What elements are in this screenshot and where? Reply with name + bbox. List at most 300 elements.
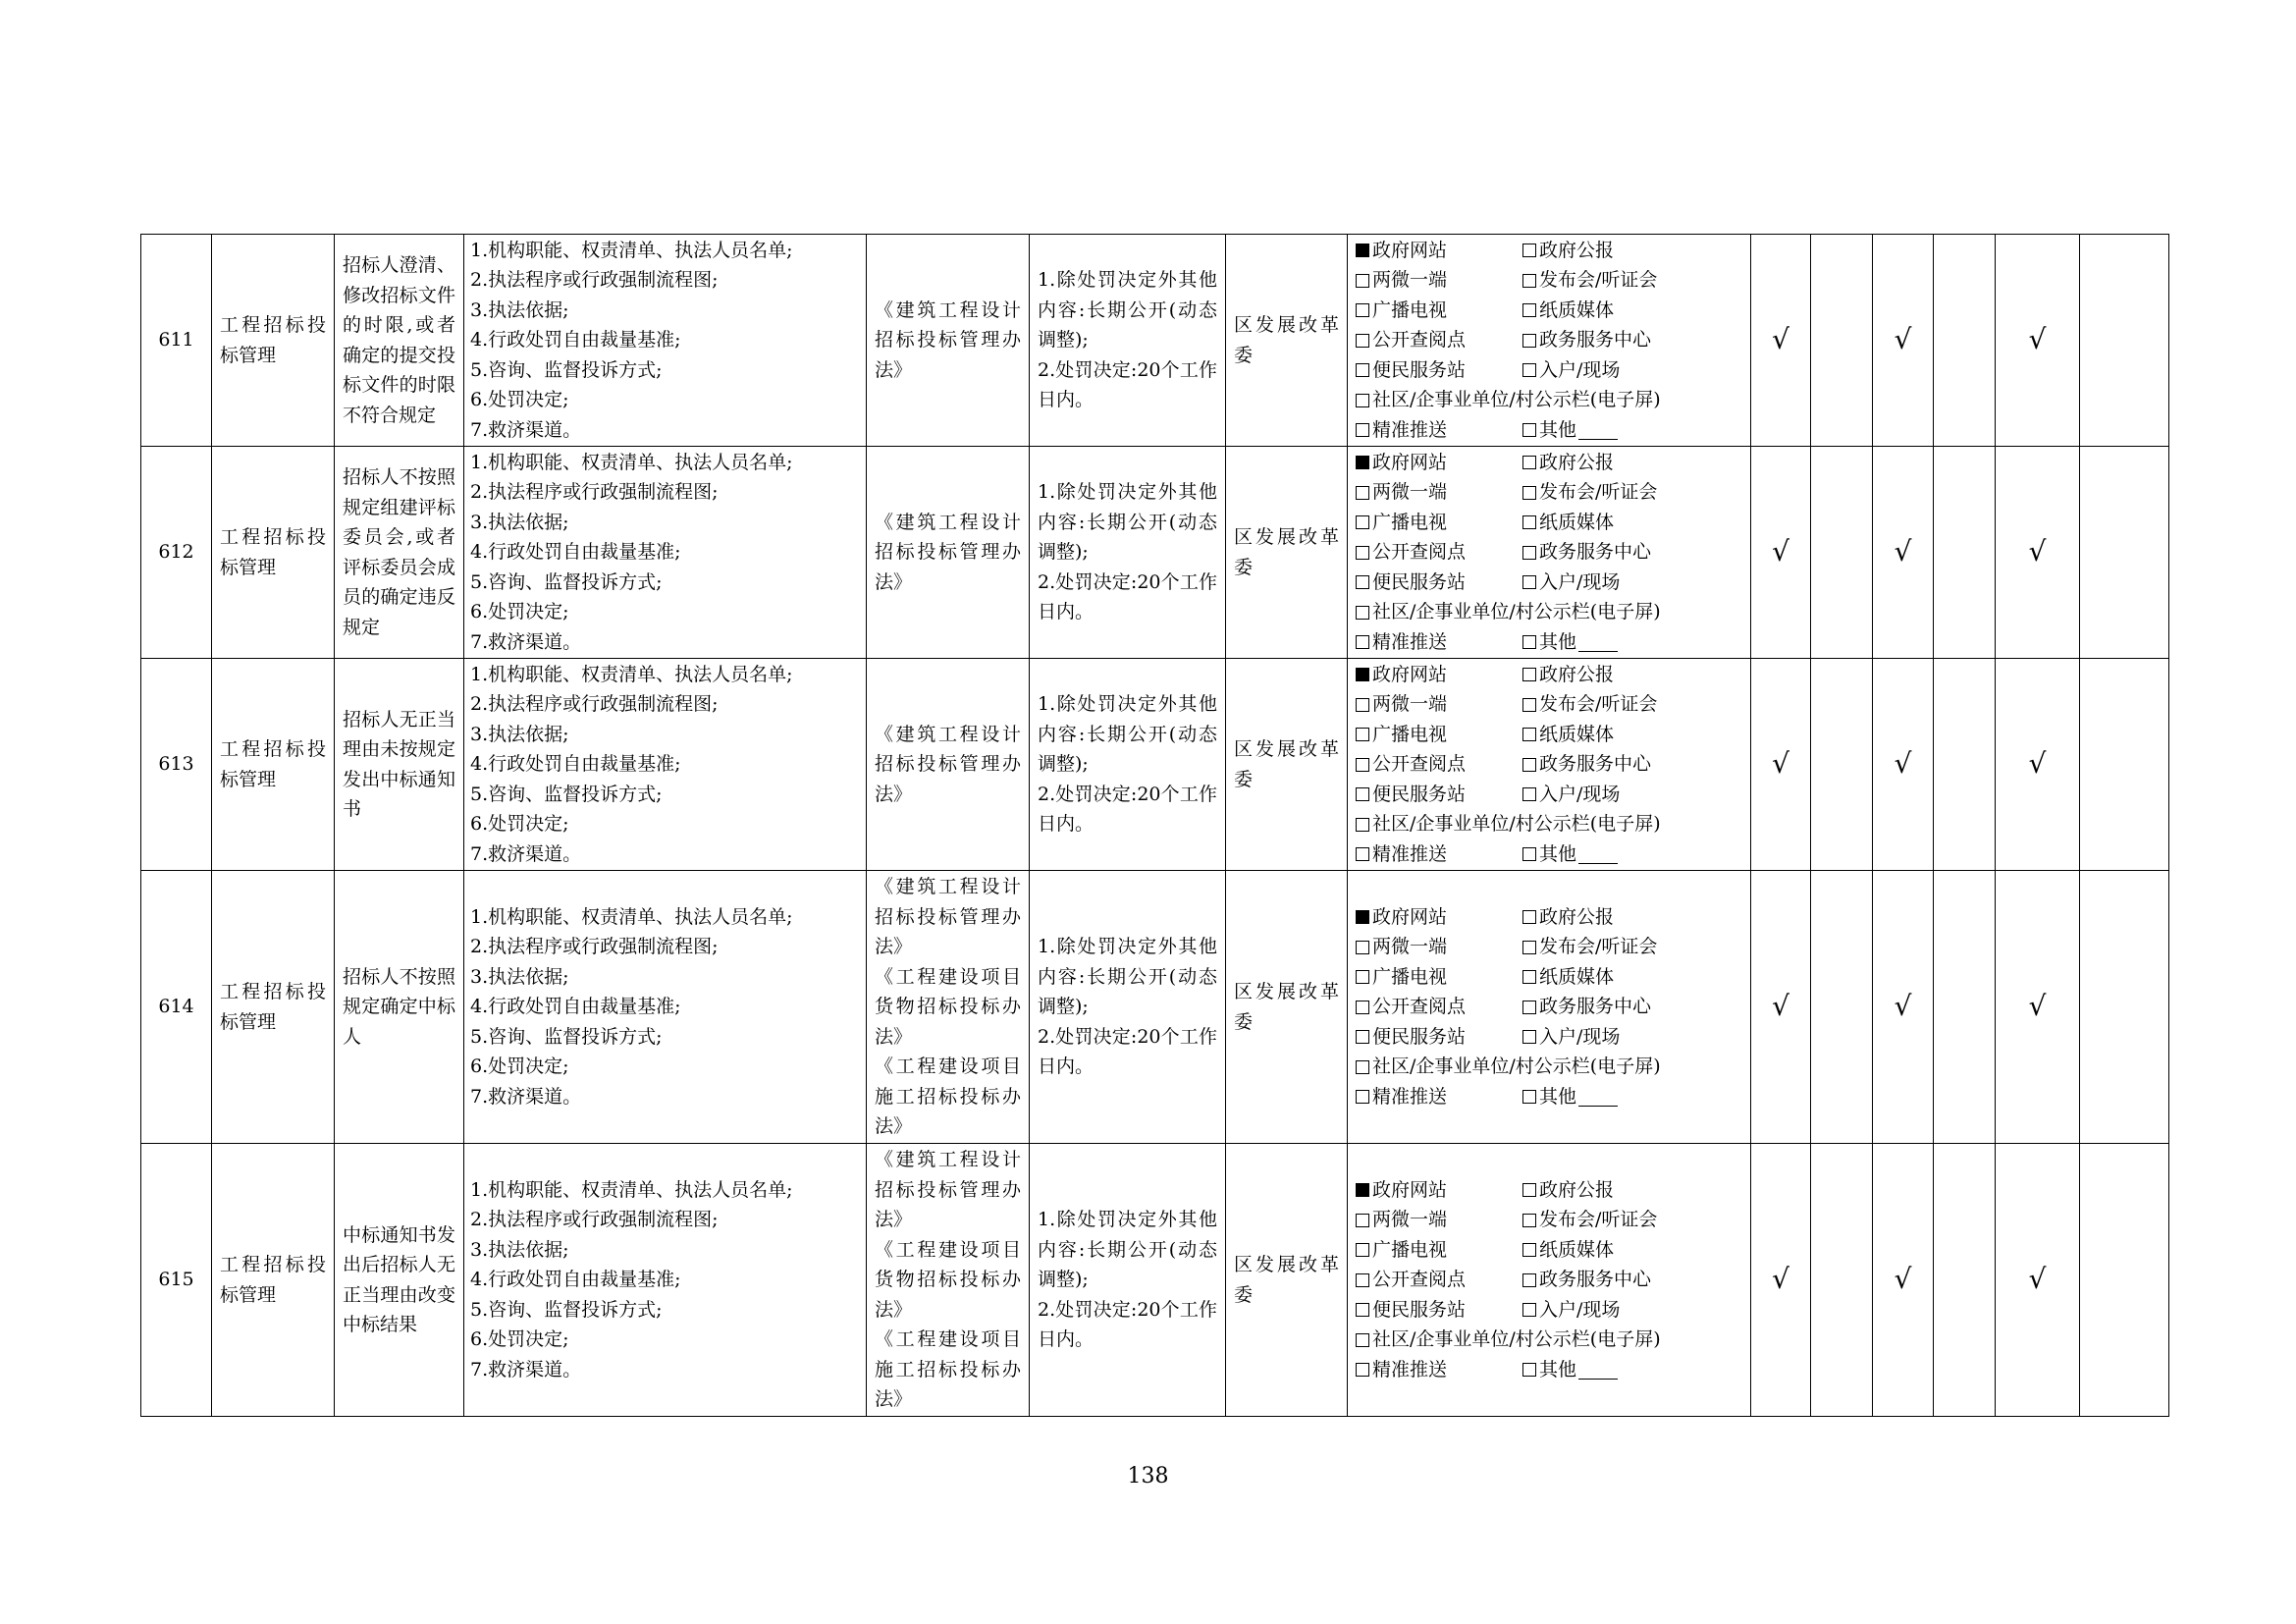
channel-label: 纸质媒体 xyxy=(1539,723,1615,745)
channel-label: 精准推送 xyxy=(1372,1085,1448,1108)
check-mark-cell xyxy=(1811,659,1873,871)
disclosure-item: 3.执法依据; xyxy=(470,298,569,321)
channel-label: 广播电视 xyxy=(1372,723,1448,745)
channel-label: 入户/现场 xyxy=(1539,783,1621,805)
channel-label: 广播电视 xyxy=(1372,511,1448,533)
check-mark-cell xyxy=(2080,659,2169,871)
fill-in-blank xyxy=(1578,1088,1618,1107)
check-mark-cell: √ xyxy=(1996,871,2080,1144)
law-reference: 《工程建设项目货物招标投标办法》 xyxy=(875,1238,1021,1321)
checked-box-icon xyxy=(1356,910,1369,924)
channel-label: 两微一端 xyxy=(1372,936,1448,958)
channel-label: 精准推送 xyxy=(1372,842,1448,865)
disclosure-items-cell xyxy=(464,1144,867,1417)
disclosure-item: 4.行政处罚自由裁量基准; xyxy=(470,753,681,776)
channel-label: 社区/企事业单位/村公示栏(电子屏) xyxy=(1372,813,1661,836)
channel-option xyxy=(1356,1325,1750,1355)
channel-label: 公开查阅点 xyxy=(1372,753,1467,776)
period-line: 1.除处罚决定外其他内容:长期公开(动态调整); xyxy=(1038,481,1217,564)
checkbox-icon xyxy=(1356,941,1369,954)
channel-label: 精准推送 xyxy=(1372,630,1448,653)
check-mark-cell: √ xyxy=(1751,235,1811,447)
disclosure-item: 1.机构职能、权责清单、执法人员名单; xyxy=(470,239,793,261)
check-mark-cell: √ xyxy=(1873,1144,1934,1417)
checked-box-icon xyxy=(1356,244,1369,257)
checkbox-icon xyxy=(1522,423,1536,437)
checkbox-icon xyxy=(1522,303,1536,317)
disclosure-item: 5.咨询、监督投诉方式; xyxy=(470,358,663,381)
check-mark-cell: √ xyxy=(1751,871,1811,1144)
law-reference: 《建筑工程设计招标投标管理办法》 xyxy=(875,876,1021,958)
category-cell: 工程招标投标管理 xyxy=(212,447,335,659)
channel-label: 政府公报 xyxy=(1539,239,1615,261)
channel-label: 其他 xyxy=(1539,1358,1577,1380)
channel-label: 社区/企事业单位/村公示栏(电子屏) xyxy=(1372,1056,1661,1078)
checkbox-icon xyxy=(1522,728,1536,741)
row-number: 615 xyxy=(141,1144,212,1417)
channel-option xyxy=(1356,477,1522,508)
check-mark-cell xyxy=(1934,659,1996,871)
checkbox-icon xyxy=(1522,1273,1536,1287)
channel-label: 纸质媒体 xyxy=(1539,1238,1615,1261)
page-number: 138 xyxy=(1127,1464,1169,1489)
channel-option xyxy=(1522,236,1750,266)
disclosure-item: 7.救济渠道。 xyxy=(470,1358,582,1380)
row-number: 614 xyxy=(141,871,212,1144)
channel-option xyxy=(1356,1082,1522,1112)
channel-label: 便民服务站 xyxy=(1372,570,1467,593)
checkbox-icon xyxy=(1356,1060,1369,1074)
channel-label: 其他 xyxy=(1539,418,1577,441)
disclosure-item: 2.执法程序或行政强制流程图; xyxy=(470,693,719,716)
channel-option xyxy=(1356,1235,1522,1266)
channel-option xyxy=(1356,385,1750,415)
channel-option xyxy=(1522,932,1750,962)
channel-option xyxy=(1356,537,1522,568)
checkbox-icon xyxy=(1356,1030,1369,1044)
check-mark-cell xyxy=(1934,1144,1996,1417)
disclosure-item: 3.执法依据; xyxy=(470,723,569,745)
category-cell: 工程招标投标管理 xyxy=(212,871,335,1144)
matter-cell: 招标人澄清、修改招标文件的时限,或者确定的提交投标文件的时限不符合规定 xyxy=(335,235,464,447)
check-mark-cell xyxy=(2080,447,2169,659)
channel-option xyxy=(1356,809,1750,839)
period-line: 1.除处罚决定外其他内容:长期公开(动态调整); xyxy=(1038,936,1217,1018)
checkbox-icon xyxy=(1522,1214,1536,1227)
checkbox-icon xyxy=(1356,698,1369,712)
channel-option xyxy=(1356,508,1522,538)
table-row xyxy=(141,235,2169,447)
check-mark-cell xyxy=(1811,447,1873,659)
channel-options xyxy=(1348,902,1750,1112)
department-cell: 区发展改革委 xyxy=(1226,871,1348,1144)
channels-cell xyxy=(1348,235,1751,447)
fill-in-blank xyxy=(1578,633,1618,652)
checkbox-icon xyxy=(1522,363,1536,377)
check-mark-cell xyxy=(1811,871,1873,1144)
channel-label: 政府公报 xyxy=(1539,663,1615,685)
checkbox-icon xyxy=(1522,668,1536,681)
checked-box-icon xyxy=(1356,668,1369,681)
checkbox-icon xyxy=(1522,970,1536,984)
checkbox-icon xyxy=(1356,635,1369,649)
matter-cell: 招标人无正当理由未按规定发出中标通知书 xyxy=(335,659,464,871)
channel-options xyxy=(1348,660,1750,870)
checkbox-icon xyxy=(1356,486,1369,500)
disclosure-item: 1.机构职能、权责清单、执法人员名单; xyxy=(470,663,793,685)
law-basis-cell xyxy=(867,871,1030,1144)
disclosure-items-cell xyxy=(464,235,867,447)
disclosure-item: 3.执法依据; xyxy=(470,511,569,533)
checkbox-icon xyxy=(1522,941,1536,954)
channel-option xyxy=(1522,265,1750,296)
channels-cell xyxy=(1348,1144,1751,1417)
channel-label: 其他 xyxy=(1539,630,1577,653)
channel-label: 公开查阅点 xyxy=(1372,541,1467,564)
checkbox-icon xyxy=(1522,1243,1536,1257)
channel-label: 两微一端 xyxy=(1372,269,1448,292)
channel-label: 便民服务站 xyxy=(1372,358,1467,381)
fill-in-blank xyxy=(1578,421,1618,440)
channel-label: 入户/现场 xyxy=(1539,570,1621,593)
checkbox-icon xyxy=(1356,303,1369,317)
channel-option xyxy=(1522,627,1750,658)
channel-label: 政府公报 xyxy=(1539,451,1615,473)
disclosure-item: 3.执法依据; xyxy=(470,965,569,988)
checkbox-icon xyxy=(1522,486,1536,500)
table-row xyxy=(141,659,2169,871)
checkbox-icon xyxy=(1522,244,1536,257)
channel-option xyxy=(1356,932,1522,962)
channel-option xyxy=(1522,1205,1750,1235)
matter-cell: 招标人不按照规定确定中标人 xyxy=(335,871,464,1144)
disclosure-table xyxy=(140,234,2169,1417)
law-reference: 《建筑工程设计招标投标管理办法》 xyxy=(875,298,1021,381)
channel-label: 纸质媒体 xyxy=(1539,965,1615,988)
law-reference: 《工程建设项目施工招标投标办法》 xyxy=(875,1328,1021,1411)
department-cell: 区发展改革委 xyxy=(1226,447,1348,659)
channel-label: 其他 xyxy=(1539,1085,1577,1108)
channel-label: 发布会/听证会 xyxy=(1539,1209,1658,1231)
checkbox-icon xyxy=(1356,970,1369,984)
channel-option xyxy=(1522,720,1750,750)
period-line: 2.处罚决定:20个工作日内。 xyxy=(1038,1025,1217,1078)
channel-option xyxy=(1356,749,1522,780)
channel-option xyxy=(1522,448,1750,478)
check-mark-cell: √ xyxy=(1751,659,1811,871)
channel-label: 发布会/听证会 xyxy=(1539,693,1658,716)
checkbox-icon xyxy=(1522,635,1536,649)
checkbox-icon xyxy=(1356,847,1369,861)
checkbox-icon xyxy=(1522,456,1536,469)
checkbox-icon xyxy=(1522,910,1536,924)
disclosure-item: 2.执法程序或行政强制流程图; xyxy=(470,1209,719,1231)
disclosure-item: 1.机构职能、权责清单、执法人员名单; xyxy=(470,905,793,928)
channel-options xyxy=(1348,448,1750,658)
channel-option xyxy=(1356,1295,1522,1326)
channel-option xyxy=(1356,660,1522,690)
checkbox-icon xyxy=(1522,698,1536,712)
checkbox-icon xyxy=(1356,394,1369,407)
check-mark-cell: √ xyxy=(1751,447,1811,659)
table-row xyxy=(141,1144,2169,1417)
channel-label: 公开查阅点 xyxy=(1372,329,1467,352)
checkbox-icon xyxy=(1522,758,1536,772)
channel-option xyxy=(1356,597,1750,627)
check-mark-cell: √ xyxy=(1996,235,2080,447)
disclosure-items-cell xyxy=(464,447,867,659)
disclosure-item: 1.机构职能、权责清单、执法人员名单; xyxy=(470,1178,793,1201)
disclosure-item: 6.处罚决定; xyxy=(470,1056,569,1078)
checkbox-icon xyxy=(1356,423,1369,437)
channel-label: 政务服务中心 xyxy=(1539,329,1652,352)
checkbox-icon xyxy=(1356,787,1369,801)
checkbox-icon xyxy=(1522,515,1536,529)
channel-option xyxy=(1356,992,1522,1022)
channel-option xyxy=(1522,749,1750,780)
row-number: 613 xyxy=(141,659,212,871)
period-line: 2.处罚决定:20个工作日内。 xyxy=(1038,358,1217,411)
disclosure-item: 2.执法程序或行政强制流程图; xyxy=(470,269,719,292)
channel-label: 发布会/听证会 xyxy=(1539,481,1658,504)
channel-options xyxy=(1348,1175,1750,1385)
channel-label: 政府公报 xyxy=(1539,905,1615,928)
channel-option xyxy=(1356,1022,1522,1053)
channel-label: 两微一端 xyxy=(1372,693,1448,716)
channel-option xyxy=(1522,508,1750,538)
check-mark-cell xyxy=(1811,1144,1873,1417)
channel-option xyxy=(1356,1052,1750,1082)
channel-label: 政府公报 xyxy=(1539,1178,1615,1201)
checkbox-icon xyxy=(1522,334,1536,348)
check-mark-cell: √ xyxy=(1873,871,1934,1144)
disclosure-item: 6.处罚决定; xyxy=(470,389,569,411)
disclosure-item: 6.处罚决定; xyxy=(470,601,569,623)
checkbox-icon xyxy=(1356,363,1369,377)
channel-label: 政府网站 xyxy=(1372,451,1448,473)
channel-label: 公开查阅点 xyxy=(1372,1269,1467,1291)
disclosure-item: 6.处罚决定; xyxy=(470,813,569,836)
channel-label: 发布会/听证会 xyxy=(1539,269,1658,292)
channel-label: 公开查阅点 xyxy=(1372,996,1467,1018)
period-line: 2.处罚决定:20个工作日内。 xyxy=(1038,1298,1217,1351)
checkbox-icon xyxy=(1356,1090,1369,1104)
checkbox-icon xyxy=(1522,1183,1536,1197)
fill-in-blank xyxy=(1578,1361,1618,1380)
channel-option xyxy=(1522,568,1750,598)
channel-label: 发布会/听证会 xyxy=(1539,936,1658,958)
disclosure-period-cell xyxy=(1030,871,1226,1144)
period-line: 1.除处罚决定外其他内容:长期公开(动态调整); xyxy=(1038,1209,1217,1291)
law-reference: 《工程建设项目施工招标投标办法》 xyxy=(875,1056,1021,1138)
channel-label: 便民服务站 xyxy=(1372,1025,1467,1048)
channel-option xyxy=(1522,1082,1750,1112)
channel-option xyxy=(1522,660,1750,690)
channel-option xyxy=(1522,296,1750,326)
checkbox-icon xyxy=(1522,1090,1536,1104)
channel-label: 政务服务中心 xyxy=(1539,753,1652,776)
law-basis-cell xyxy=(867,659,1030,871)
department-cell: 区发展改革委 xyxy=(1226,659,1348,871)
check-mark-cell: √ xyxy=(1751,1144,1811,1417)
row-number: 611 xyxy=(141,235,212,447)
channel-label: 政府网站 xyxy=(1372,239,1448,261)
channel-option xyxy=(1522,992,1750,1022)
disclosure-item: 5.咨询、监督投诉方式; xyxy=(470,570,663,593)
disclosure-item: 7.救济渠道。 xyxy=(470,630,582,653)
channel-label: 精准推送 xyxy=(1372,418,1448,441)
channel-label: 政府网站 xyxy=(1372,905,1448,928)
checked-box-icon xyxy=(1356,456,1369,469)
channel-label: 精准推送 xyxy=(1372,1358,1448,1380)
channel-option xyxy=(1356,415,1522,446)
channel-label: 便民服务站 xyxy=(1372,783,1467,805)
checkbox-icon xyxy=(1356,728,1369,741)
table-row xyxy=(141,871,2169,1144)
checkbox-icon xyxy=(1356,334,1369,348)
channel-option xyxy=(1356,325,1522,355)
disclosure-item: 7.救济渠道。 xyxy=(470,418,582,441)
disclosure-period-cell xyxy=(1030,659,1226,871)
disclosure-item: 4.行政处罚自由裁量基准; xyxy=(470,1269,681,1291)
checkbox-icon xyxy=(1356,818,1369,832)
check-mark-cell xyxy=(2080,235,2169,447)
checkbox-icon xyxy=(1356,515,1369,529)
check-mark-cell xyxy=(1934,447,1996,659)
channel-label: 入户/现场 xyxy=(1539,1298,1621,1321)
channel-option xyxy=(1356,296,1522,326)
checkbox-icon xyxy=(1522,1303,1536,1317)
channel-option xyxy=(1522,689,1750,720)
channel-option xyxy=(1356,1205,1522,1235)
checkbox-icon xyxy=(1356,606,1369,620)
channel-label: 社区/企事业单位/村公示栏(电子屏) xyxy=(1372,601,1661,623)
category-cell: 工程招标投标管理 xyxy=(212,659,335,871)
channel-option xyxy=(1522,1022,1750,1053)
law-reference: 《建筑工程设计招标投标管理办法》 xyxy=(875,723,1021,805)
disclosure-item: 7.救济渠道。 xyxy=(470,1085,582,1108)
channel-option xyxy=(1356,448,1522,478)
law-reference: 《建筑工程设计招标投标管理办法》 xyxy=(875,1149,1021,1231)
category-cell: 工程招标投标管理 xyxy=(212,235,335,447)
channel-option xyxy=(1356,627,1522,658)
channel-option xyxy=(1522,1235,1750,1266)
channel-option xyxy=(1356,1175,1522,1206)
checkbox-icon xyxy=(1356,758,1369,772)
disclosure-item: 5.咨询、监督投诉方式; xyxy=(470,1298,663,1321)
checkbox-icon xyxy=(1356,1303,1369,1317)
channels-cell xyxy=(1348,871,1751,1144)
law-basis-cell xyxy=(867,235,1030,447)
channels-cell xyxy=(1348,659,1751,871)
channel-option xyxy=(1356,780,1522,810)
fill-in-blank xyxy=(1578,845,1618,864)
matter-cell: 中标通知书发出后招标人无正当理由改变中标结果 xyxy=(335,1144,464,1417)
check-mark-cell xyxy=(2080,871,2169,1144)
channel-label: 政府网站 xyxy=(1372,663,1448,685)
checkbox-icon xyxy=(1356,1214,1369,1227)
disclosure-period-cell xyxy=(1030,235,1226,447)
channel-label: 便民服务站 xyxy=(1372,1298,1467,1321)
department-cell: 区发展改革委 xyxy=(1226,235,1348,447)
law-basis-cell xyxy=(867,447,1030,659)
disclosure-item: 4.行政处罚自由裁量基准; xyxy=(470,996,681,1018)
disclosure-item: 5.咨询、监督投诉方式; xyxy=(470,783,663,805)
channel-label: 广播电视 xyxy=(1372,298,1448,321)
disclosure-item: 7.救济渠道。 xyxy=(470,842,582,865)
checkbox-icon xyxy=(1356,274,1369,288)
channel-option xyxy=(1356,902,1522,933)
disclosure-item: 3.执法依据; xyxy=(470,1238,569,1261)
check-mark-cell: √ xyxy=(1996,1144,2080,1417)
check-mark-cell: √ xyxy=(1873,447,1934,659)
channel-label: 入户/现场 xyxy=(1539,358,1621,381)
checked-box-icon xyxy=(1356,1183,1369,1197)
checkbox-icon xyxy=(1522,787,1536,801)
checkbox-icon xyxy=(1356,546,1369,560)
disclosure-items-cell xyxy=(464,659,867,871)
table-row xyxy=(141,447,2169,659)
checkbox-icon xyxy=(1356,1001,1369,1014)
channel-label: 社区/企事业单位/村公示栏(电子屏) xyxy=(1372,1328,1661,1351)
checkbox-icon xyxy=(1356,1243,1369,1257)
channel-option xyxy=(1522,1175,1750,1206)
channel-label: 入户/现场 xyxy=(1539,1025,1621,1048)
channel-option xyxy=(1356,839,1522,870)
law-basis-cell xyxy=(867,1144,1030,1417)
channel-label: 政务服务中心 xyxy=(1539,1269,1652,1291)
channel-option xyxy=(1522,839,1750,870)
law-reference: 《建筑工程设计招标投标管理办法》 xyxy=(875,511,1021,593)
channel-option xyxy=(1356,265,1522,296)
disclosure-item: 6.处罚决定; xyxy=(470,1328,569,1351)
check-mark-cell xyxy=(1934,235,1996,447)
channel-label: 纸质媒体 xyxy=(1539,511,1615,533)
matter-cell: 招标人不按照规定组建评标委员会,或者评标委员会成员的确定违反规定 xyxy=(335,447,464,659)
channel-option xyxy=(1356,689,1522,720)
channel-option xyxy=(1522,355,1750,386)
disclosure-item: 2.执法程序或行政强制流程图; xyxy=(470,481,719,504)
channel-label: 两微一端 xyxy=(1372,1209,1448,1231)
channel-label: 纸质媒体 xyxy=(1539,298,1615,321)
channel-option xyxy=(1522,1265,1750,1295)
check-mark-cell xyxy=(1934,871,1996,1144)
channel-option xyxy=(1522,325,1750,355)
period-line: 1.除处罚决定外其他内容:长期公开(动态调整); xyxy=(1038,269,1217,352)
period-line: 2.处罚决定:20个工作日内。 xyxy=(1038,783,1217,836)
checkbox-icon xyxy=(1356,1333,1369,1347)
check-mark-cell: √ xyxy=(1996,659,2080,871)
law-reference: 《工程建设项目货物招标投标办法》 xyxy=(875,965,1021,1048)
checkbox-icon xyxy=(1522,575,1536,589)
channel-label: 政府网站 xyxy=(1372,1178,1448,1201)
disclosure-period-cell xyxy=(1030,1144,1226,1417)
channel-option xyxy=(1522,1355,1750,1385)
channel-option xyxy=(1356,720,1522,750)
channel-label: 其他 xyxy=(1539,842,1577,865)
checkbox-icon xyxy=(1522,847,1536,861)
checkbox-icon xyxy=(1356,575,1369,589)
department-cell: 区发展改革委 xyxy=(1226,1144,1348,1417)
checkbox-icon xyxy=(1356,1273,1369,1287)
disclosure-item: 4.行政处罚自由裁量基准; xyxy=(470,541,681,564)
checkbox-icon xyxy=(1522,1363,1536,1377)
category-cell: 工程招标投标管理 xyxy=(212,1144,335,1417)
channel-option xyxy=(1356,236,1522,266)
channel-label: 政务服务中心 xyxy=(1539,541,1652,564)
checkbox-icon xyxy=(1522,274,1536,288)
checkbox-icon xyxy=(1356,1363,1369,1377)
